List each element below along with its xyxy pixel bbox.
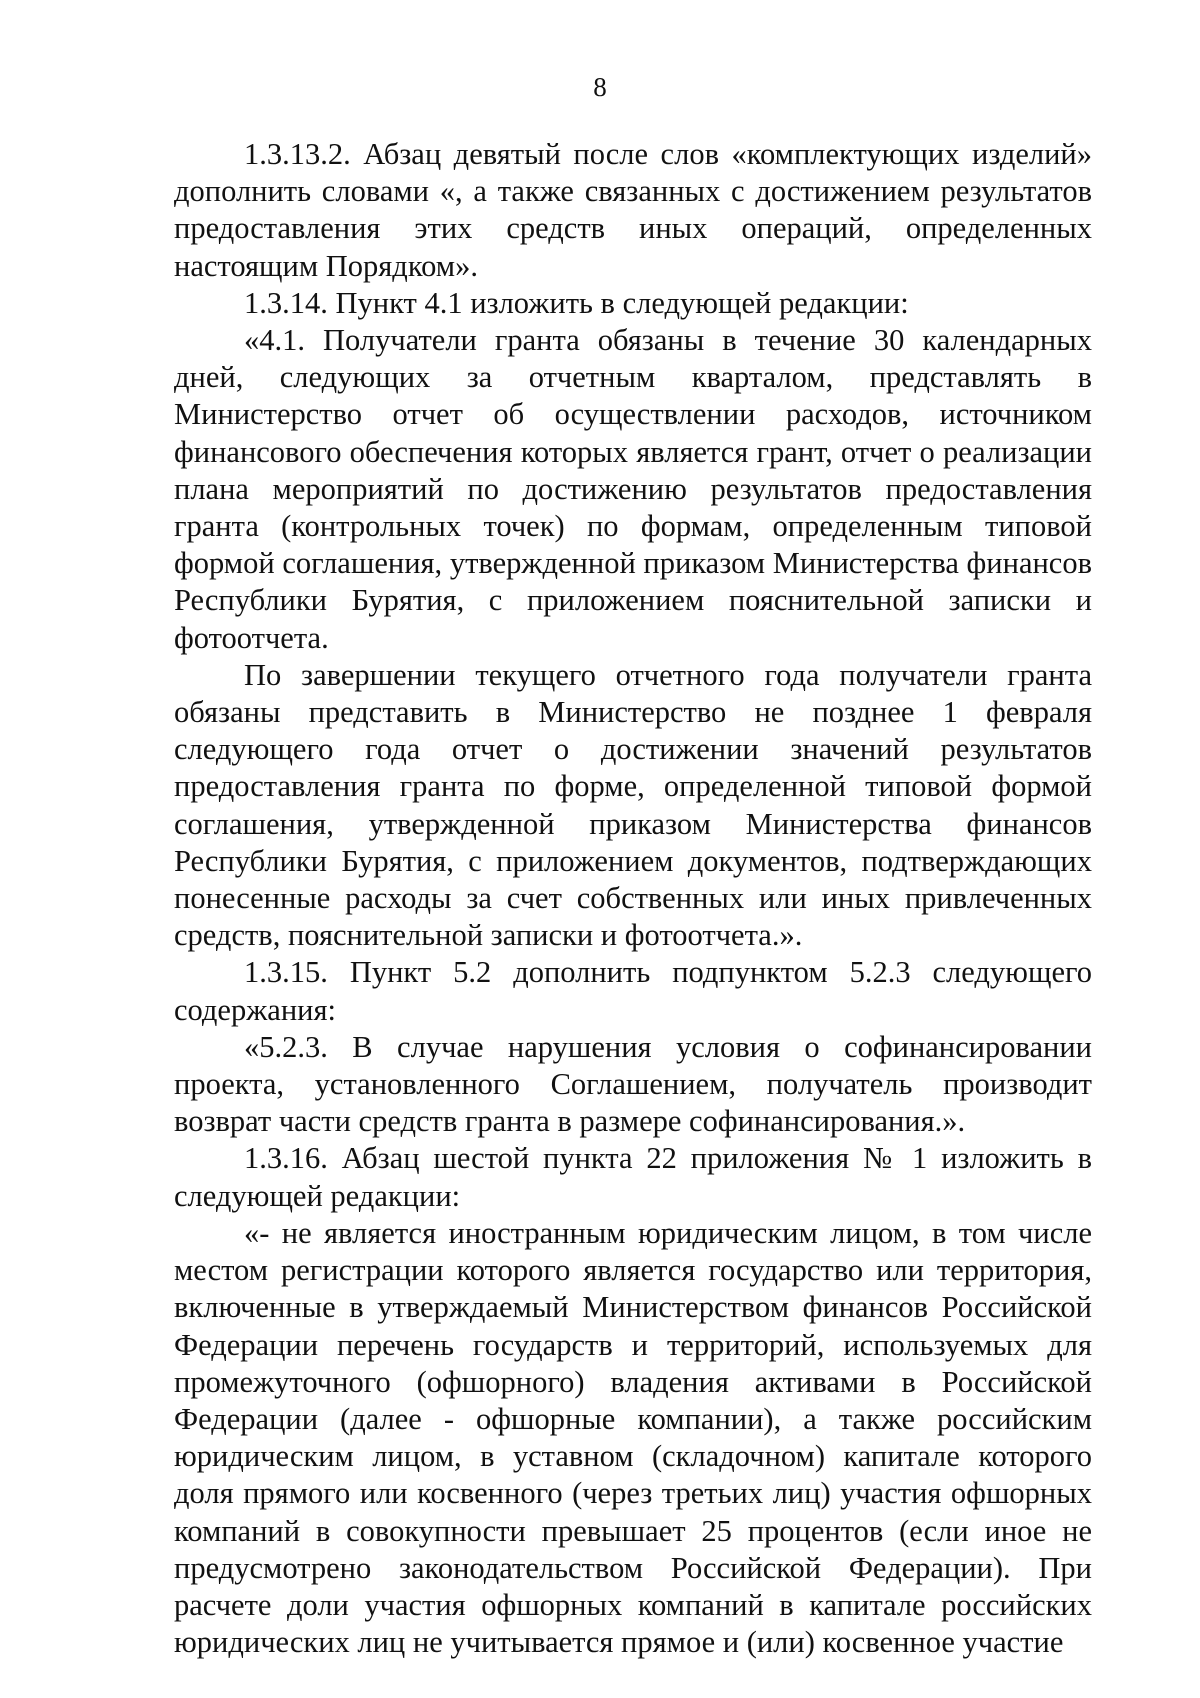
paragraph-4-1: «4.1. Получатели гранта обязаны в течение 30 календарных дней, следующих за отчетным кварталом, представлять в Министерство отчет об осуществлении расходов, источником финансового обеспечения которых является грант, отчет о реализации плана мероприятий по достижению результатов предоставления гранта (контрольных точек) по формам, определенным типовой формой соглашения, утвержденной приказом Министерства финансов Республики Бурятия, с приложением пояснительной записки и фотоотчета. bbox=[174, 323, 1092, 655]
paragraph-1-3-15: 1.3.15. Пункт 5.2 дополнить подпунктом 5.2.3 следующего содержания: bbox=[174, 955, 1092, 1027]
paragraph-1-3-13-2: 1.3.13.2. Абзац девятый после слов «комплектующих изделий» дополнить словами «, а также связанных с достижением результатов предоставления этих средств иных операций, определенных настоящим Порядком». bbox=[174, 137, 1092, 283]
document-body bbox=[174, 136, 1092, 1661]
paragraph-offshore-criteria: «- не является иностранным юридическим лицом, в том числе местом регистрации которого является государство или территория, включенные в утверждаемый Министерством финансов Российской Федерации перечень государств и территорий, используемых для промежуточного (офшорного) владения активами в Российской Федерации (далее - офшорные компании), а также российским юридическим лицом, в уставном (складочном) капитале которого доля прямого или косвенного (через третьих лиц) участия офшорных компаний в совокупности превышает 25 процентов (если иное не предусмотрено законодательством Российской Федерации). При расчете доли участия офшорных компаний в капитале российских юридических лиц не учитывается прямое и (или) косвенное участие bbox=[174, 1215, 1092, 1660]
paragraph-1-3-16: 1.3.16. Абзац шестой пункта 22 приложения № 1 изложить в следующей редакции: bbox=[174, 1141, 1092, 1213]
paragraph-year-end-report: По завершении текущего отчетного года получатели гранта обязаны представить в Министерство не позднее 1 февраля следующего года отчет о достижении значений результатов предоставления гранта по форме, определенной типовой формой соглашения, утвержденной приказом Министерства финансов Республики Бурятия, с приложением документов, подтверждающих понесенные расходы за счет собственных или иных привлеченных средств, пояснительной записки и фотоотчета.». bbox=[174, 657, 1092, 953]
page-number: 8 bbox=[593, 72, 607, 102]
paragraph-1-3-14: 1.3.14. Пункт 4.1 изложить в следующей редакции: bbox=[244, 285, 909, 320]
paragraph-5-2-3: «5.2.3. В случае нарушения условия о софинансировании проекта, установленного Соглашением, получатель производит возврат части средств гранта в размере софинансирования.». bbox=[174, 1029, 1092, 1139]
